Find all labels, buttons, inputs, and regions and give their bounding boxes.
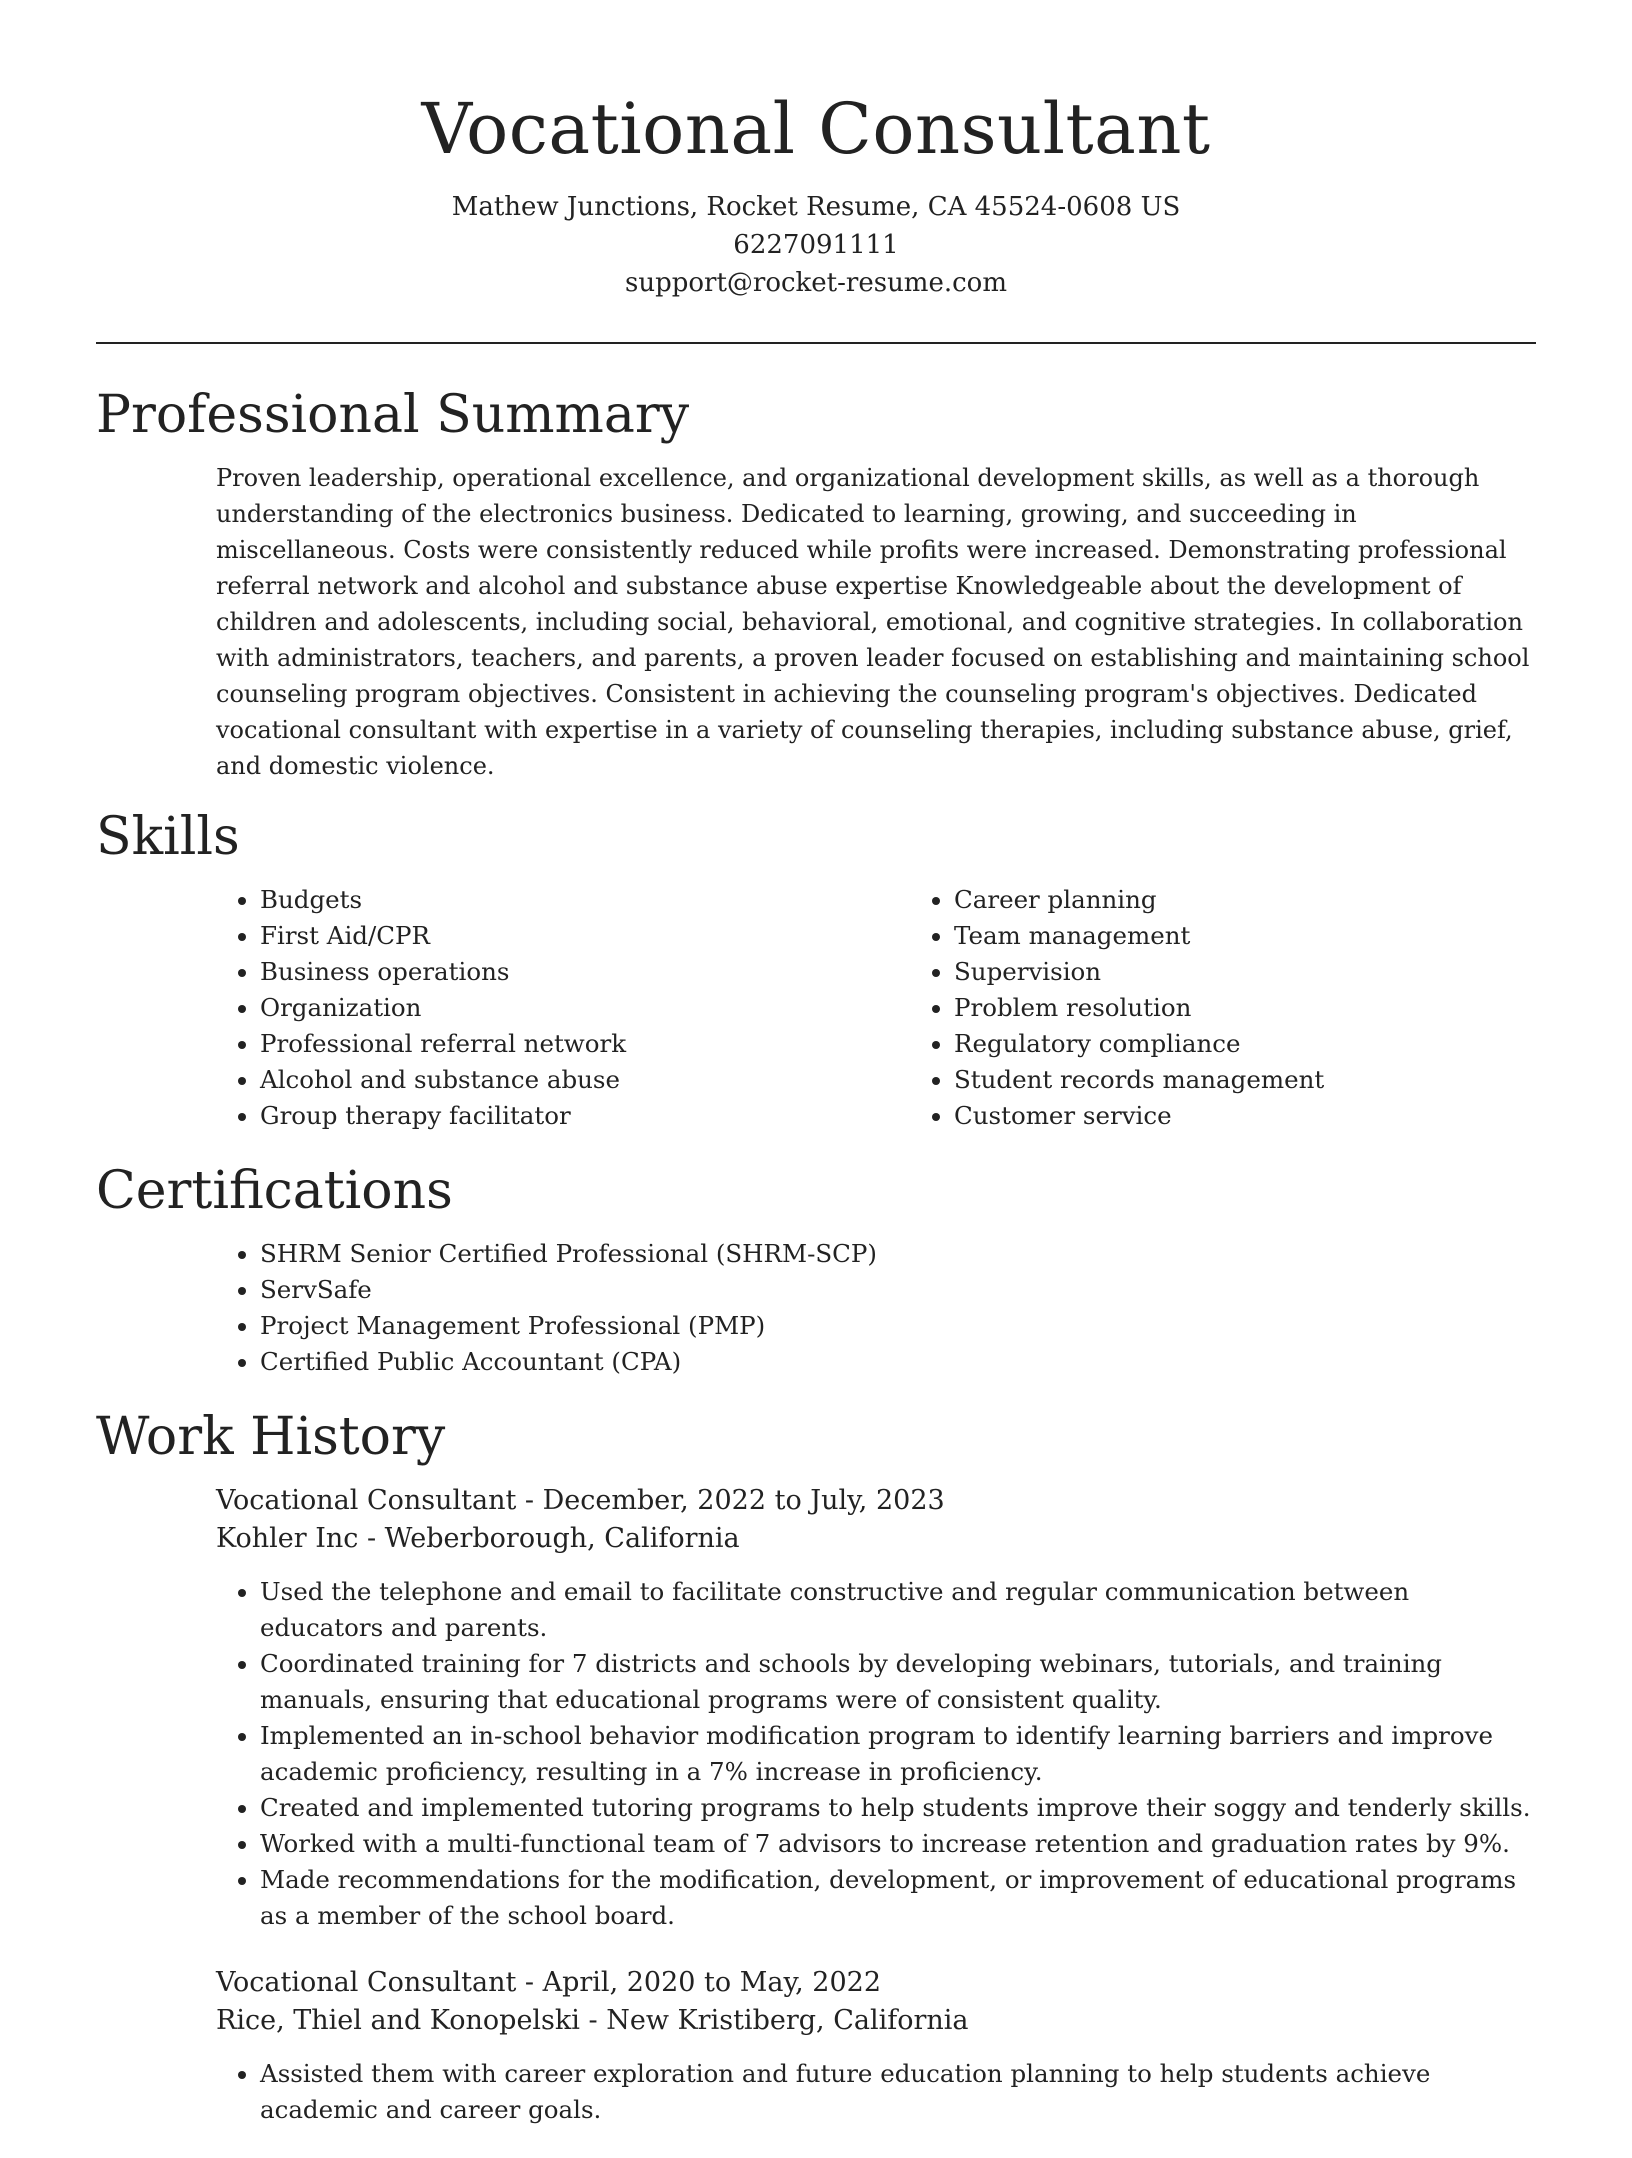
skill-item: • Alcohol and substance abuse	[260, 1062, 910, 1098]
certification-item: • Certified Public Accountant (CPA)	[260, 1344, 1536, 1380]
skills-section	[96, 802, 1536, 1134]
skills-heading: Skills	[96, 807, 240, 867]
job-title-line: Vocational Consultant - December, 2022 to July, 2023	[216, 1485, 945, 1516]
job-title-line: Vocational Consultant - April, 2020 to May, 2022	[216, 1967, 882, 1998]
skill-item: • Career planning	[954, 882, 1604, 918]
skill-item: • Business operations	[260, 954, 910, 990]
certifications-heading: Certifications	[96, 1161, 453, 1221]
work-history-heading: Work History	[96, 1407, 446, 1467]
job-bullets	[216, 1574, 1536, 1934]
contact-phone: 6227091111	[733, 230, 899, 260]
job-dates: December, 2022 to July, 2023	[542, 1485, 945, 1516]
skill-item: • Regulatory compliance	[954, 1026, 1604, 1062]
job-dates: April, 2020 to May, 2022	[542, 1967, 882, 1998]
skill-item: • Team management	[954, 918, 1604, 954]
job-company-line: Kohler Inc - Weberborough, California	[216, 1523, 740, 1554]
skills-list-left	[216, 882, 910, 1134]
job-bullet: • Worked with a multi-functional team of 7 advisors to increase retention and graduation rates by 9%.	[260, 1826, 1536, 1862]
skill-item: • Supervision	[954, 954, 1604, 990]
contact-address: Mathew Junctions, Rocket Resume, CA 45524-0608 US	[451, 192, 1181, 222]
job-location: New Kristiberg, California	[606, 2005, 969, 2036]
skill-item: • Budgets	[260, 882, 910, 918]
skill-item: • Professional referral network	[260, 1026, 910, 1062]
job-bullet: • Coordinated training for 7 districts and schools by developing webinars, tutorials, and training manuals, ensuring that educational programs were of consistent quality.	[260, 1646, 1536, 1718]
job-company: Kohler Inc	[216, 1523, 359, 1554]
skill-item: • Student records management	[954, 1062, 1604, 1098]
resume-header	[0, 0, 1632, 302]
job-bullet: • Implemented an in-school behavior modification program to identify learning barriers and improve academic proficiency, resulting in a 7% increase in proficiency.	[260, 1718, 1536, 1790]
job-location: Weberborough, California	[384, 1523, 740, 1554]
skills-list-right	[910, 882, 1604, 1134]
work-history-section	[96, 1402, 1536, 2128]
summary-heading: Professional Summary	[96, 385, 690, 445]
job-entry	[216, 1964, 1536, 2128]
job-company-line: Rice, Thiel and Konopelski - New Kristiberg, California	[216, 2005, 969, 2036]
resume-body	[96, 380, 1536, 2158]
job-bullet: • Used the telephone and email to facilitate constructive and regular communication between educators and parents.	[260, 1574, 1536, 1646]
skill-item: • First Aid/CPR	[260, 918, 910, 954]
job-bullet: • Assisted them with career exploration and future education planning to help students achieve academic and career goals.	[260, 2056, 1536, 2128]
job-entry	[216, 1482, 1536, 1934]
certification-item: • ServSafe	[260, 1272, 1536, 1308]
skill-item: • Organization	[260, 990, 910, 1026]
job-bullets	[216, 2056, 1536, 2128]
certifications-section	[96, 1156, 1536, 1380]
contact-email: support@rocket-resume.com	[624, 268, 1007, 298]
summary-text: Proven leadership, operational excellence, and organizational development skills, as well as a thorough understanding of the electronics business. Dedicated to learning, growing, and succeeding in miscellaneous. Costs were consistently reduced while profits were increased. Demonstrating professional referral network and alcohol and substance abuse expertise Knowledgeable about the development of children and adolescents, including social, behavioral, emotional, and cognitive strategies. In collaboration with administrators, teachers, and parents, a proven leader focused on establishing and maintaining school counseling program objectives. Consistent in achieving the counseling program's objectives. Dedicated vocational consultant with expertise in a variety of counseling therapies, including substance abuse, grief, and domestic violence.	[216, 464, 1530, 780]
job-bullet: • Made recommendations for the modification, development, or improvement of educational programs as a member of the school board.	[260, 1862, 1536, 1934]
job-title: Vocational Consultant	[216, 1485, 517, 1516]
certification-item: • SHRM Senior Certified Professional (SHRM-SCP)	[260, 1236, 1536, 1272]
job-company: Rice, Thiel and Konopelski	[216, 2005, 580, 2036]
resume-title: Vocational Consultant	[421, 88, 1211, 170]
summary-section	[96, 380, 1536, 784]
job-title: Vocational Consultant	[216, 1967, 517, 1998]
skill-item: • Customer service	[954, 1098, 1604, 1134]
job-bullet: • Created and implemented tutoring programs to help students improve their soggy and tenderly skills.	[260, 1790, 1536, 1826]
skills-columns	[216, 882, 1536, 1134]
certification-item: • Project Management Professional (PMP)	[260, 1308, 1536, 1344]
header-divider	[96, 342, 1536, 344]
skill-item: • Problem resolution	[954, 990, 1604, 1026]
skill-item: • Group therapy facilitator	[260, 1098, 910, 1134]
certifications-list	[216, 1236, 1536, 1380]
contact-block	[0, 188, 1632, 302]
